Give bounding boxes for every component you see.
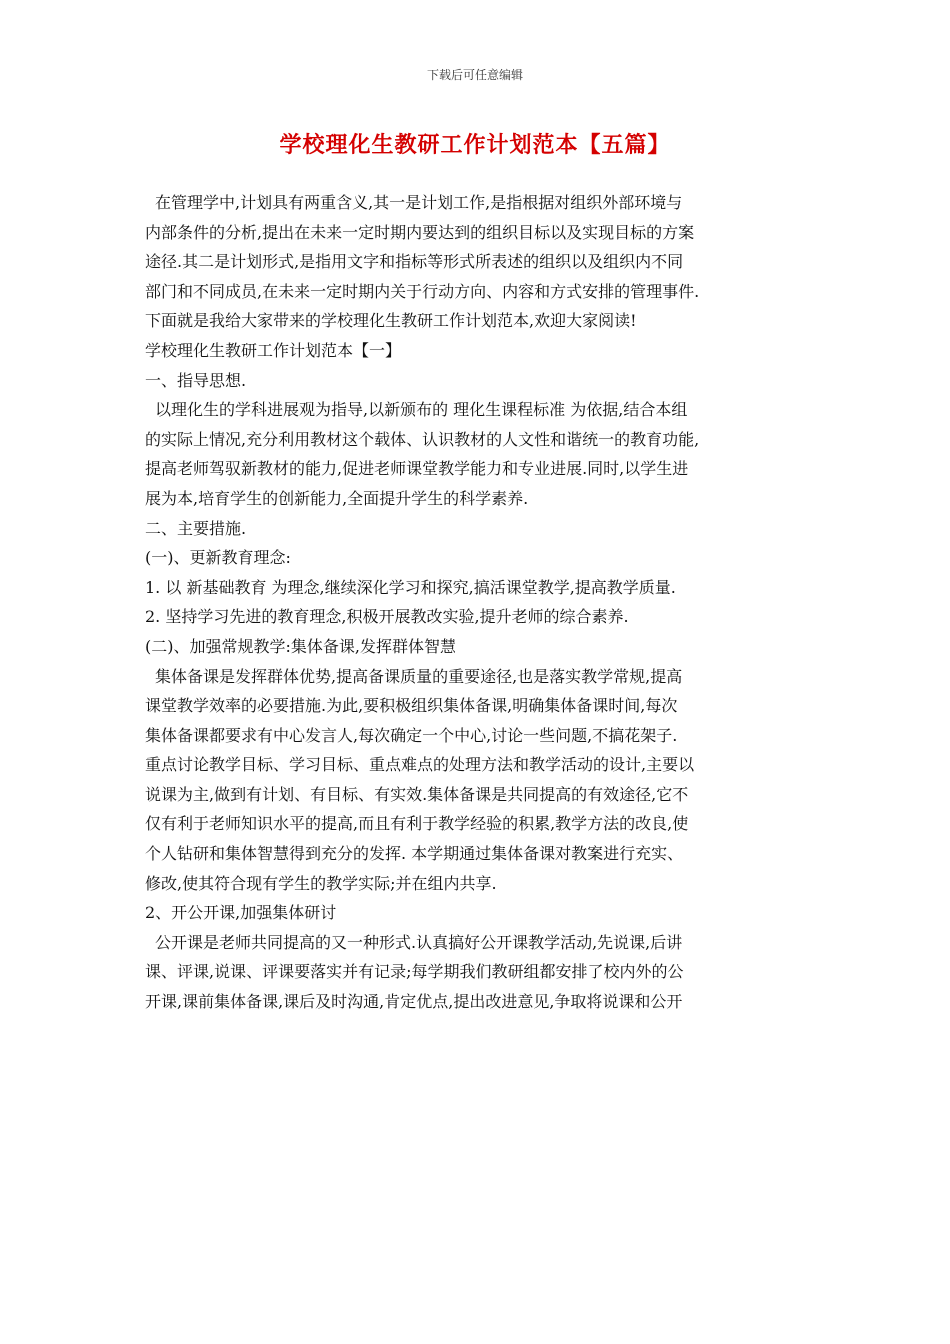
- subsection-heading: 一、指导思想.: [145, 370, 247, 390]
- text-line: 个人钻研和集体智慧得到充分的发挥. 本学期通过集体备课对教案进行充实、: [145, 844, 684, 864]
- text-line: 课堂教学效率的必要措施.为此,要积极组织集体备课,明确集体备课时间,每次: [145, 696, 678, 716]
- subsection-heading: 2、开公开课,加强集体研讨: [145, 903, 337, 923]
- section-heading: 学校理化生教研工作计划范本【一】: [145, 340, 402, 360]
- text-line: 部门和不同成员,在未来一定时期内关于行动方向、内容和方式安排的管理事件.: [145, 281, 700, 301]
- text-line: 下面就是我给大家带来的学校理化生教研工作计划范本,欢迎大家阅读!: [145, 311, 637, 331]
- text-line: 课、评课,说课、评课要落实并有记录;每学期我们教研组都安排了校内外的公: [145, 962, 684, 982]
- text-line: 公开课是老师共同提高的又一种形式.认真搞好公开课教学活动,先说课,后讲: [155, 932, 683, 952]
- text-line: 修改,使其符合现有学生的教学实际;并在组内共享.: [145, 873, 497, 893]
- text-line: 提高老师驾驭新教材的能力,促进老师课堂教学能力和专业进展.同时,以学生进: [145, 459, 689, 479]
- text-line: 途径.其二是计划形式,是指用文字和指标等形式所表述的组织以及组织内不同: [145, 252, 684, 272]
- document-title: 学校理化生教研工作计划范本【五篇】: [279, 132, 671, 158]
- text-line: 展为本,培育学生的创新能力,全面提升学生的科学素养.: [145, 488, 529, 508]
- text-line: 内部条件的分析,提出在未来一定时期内要达到的组织目标以及实现目标的方案: [145, 222, 695, 242]
- document-body: [145, 188, 813, 1017]
- text-line: 集体备课是发挥群体优势,提高备课质量的重要途径,也是落实教学常规,提高: [155, 666, 683, 686]
- list-item: 1. 以 新基础教育 为理念,继续深化学习和探究,搞活课堂教学,提高教学质量.: [145, 577, 676, 597]
- subsection-heading: 二、主要措施.: [145, 518, 247, 538]
- text-line: 集体备课都要求有中心发言人,每次确定一个中心,讨论一些问题,不搞花架子.: [145, 725, 678, 745]
- text-line: 以理化生的学科进展观为指导,以新颁布的 理化生课程标准 为依据,结合本组: [155, 400, 688, 420]
- text-line: 仅有利于老师知识水平的提高,而且有利于教学经验的积累,教学方法的改良,使: [145, 814, 689, 834]
- page-header: 下载后可任意编辑: [426, 68, 523, 82]
- subsection-heading: (二)、加强常规教学:集体备课,发挥群体智慧: [145, 636, 456, 656]
- text-line: 说课为主,做到有计划、有目标、有实效.集体备课是共同提高的有效途径,它不: [145, 784, 689, 804]
- subsection-heading: (一)、更新教育理念:: [145, 548, 291, 568]
- list-item: 2. 坚持学习先进的教育理念,积极开展教改实验,提升老师的综合素养.: [145, 607, 629, 627]
- text-line: 开课,课前集体备课,课后及时沟通,肯定优点,提出改进意见,争取将说课和公开: [145, 992, 683, 1012]
- text-line: 重点讨论教学目标、学习目标、重点难点的处理方法和教学活动的设计,主要以: [145, 755, 695, 775]
- text-line: 的实际上情况,充分利用教材这个载体、认识教材的人文性和谐统一的教育功能,: [145, 429, 700, 449]
- text-line: 在管理学中,计划具有两重含义,其一是计划工作,是指根据对组织外部环境与: [155, 193, 683, 212]
